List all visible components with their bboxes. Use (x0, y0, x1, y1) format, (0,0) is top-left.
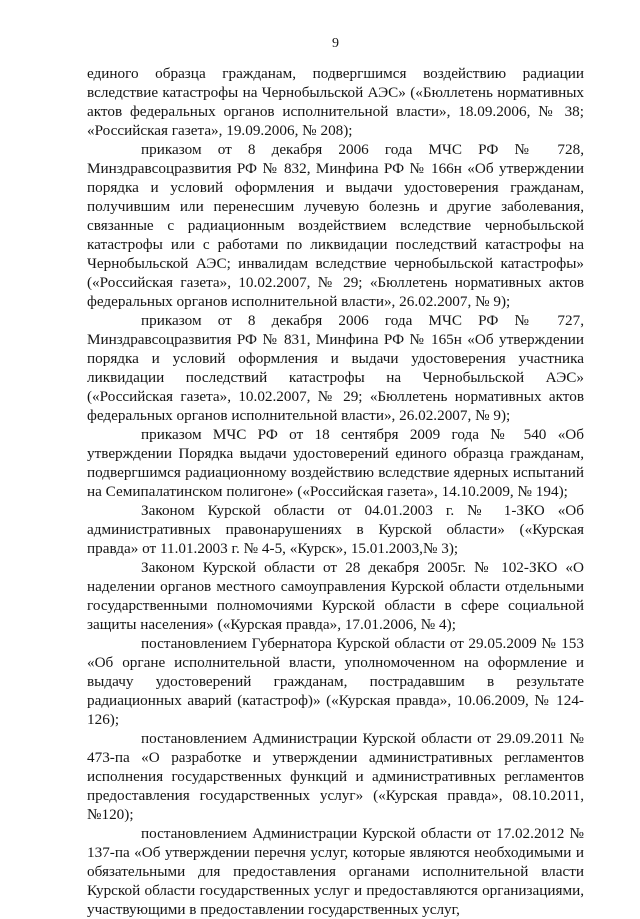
paragraph-continuation: единого образца гражданам, подвергшимся воздействию радиации вследствие катастрофы на Чернобыльской АЭС» («Бюллетень нормативных актов федеральных органов исполнительной власти», 18.09.2006, № 38; «Российская газета», 19.09.2006, № 208); (87, 65, 584, 139)
paragraph-governor-decree-153: постановлением Губернатора Курской области от 29.05.2009 № 153 «Об органе исполнительной власти, уполномоченном на оформление и выдачу удостоверений гражданам, пострадавшим в результате радиационных аварий (катастроф)» («Курская правда», 10.06.2009, № 124-126); (87, 635, 584, 728)
paragraph-law-1-zko: Законом Курской области от 04.01.2003 г. № 1-ЗКО «Об административных правонарушениях в Курской области» («Курская правда» от 11.01.2003 г. № 4-5, «Курск», 15.01.2003,№ 3); (87, 502, 584, 557)
paragraph-order-540: приказом МЧС РФ от 18 сентября 2009 года № 540 «Об утверждении Порядка выдачи удостоверений единого образца гражданам, подвергшимся радиационному воздействию вследствие ядерных испытаний на Семипалатинском полигоне» («Российская газета», 14.10.2009, № 194); (87, 426, 584, 500)
paragraph-order-728: приказом от 8 декабря 2006 года МЧС РФ № 728, Минздравсоцразвития РФ № 832, Минфина РФ № 166н «Об утверждении порядка и условий оформления и выдачи удостоверения гражданам, получившим или перенесшим лучевую болезнь и другие заболевания, связанные с радиационным воздействием вследствие чернобыльской катастрофы или с работами по ликвидации последствий катастрофы на Чернобыльской АЭС; инвалидам вследствие чернобыльской катастрофы» («Российская газета», 10.02.2007, № 29; «Бюллетень нормативных актов федеральных органов исполнительной власти», 26.02.2007, № 9); (87, 141, 584, 310)
paragraph-law-102-zko: Законом Курской области от 28 декабря 2005г. № 102-ЗКО «О наделении органов местного самоуправления Курской области отдельными государственными полномочиями Курской области в сфере социальной защиты населения» («Курская правда», 17.01.2006, № 4); (87, 559, 584, 633)
paragraph-admin-decree-473: постановлением Администрации Курской области от 29.09.2011 № 473-па «О разработке и утверждении административных регламентов исполнения государственных функций и административных регламентов предоставления государственных услуг» («Курская правда», 08.10.2011, №120); (87, 730, 584, 823)
page-number: 9 (332, 36, 339, 51)
paragraph-order-727: приказом от 8 декабря 2006 года МЧС РФ № 727, Минздравсоцразвития РФ № 831, Минфина РФ № 165н «Об утверждении порядка и условий оформления и выдачи удостоверения участника ликвидации последствий катастрофы на Чернобыльской АЭС» («Российская газета», 10.02.2007, № 29; «Бюллетень нормативных актов федеральных органов исполнительной власти», 26.02.2007, № 9); (87, 312, 584, 424)
paragraph-admin-decree-137: постановлением Администрации Курской области от 17.02.2012 № 137-па «Об утверждении перечня услуг, которые являются необходимыми и обязательными для предоставления органами исполнительной власти Курской области государственных услуг и предоставляются организациями, участвующими в предоставлении государственных услуг, (87, 825, 584, 918)
